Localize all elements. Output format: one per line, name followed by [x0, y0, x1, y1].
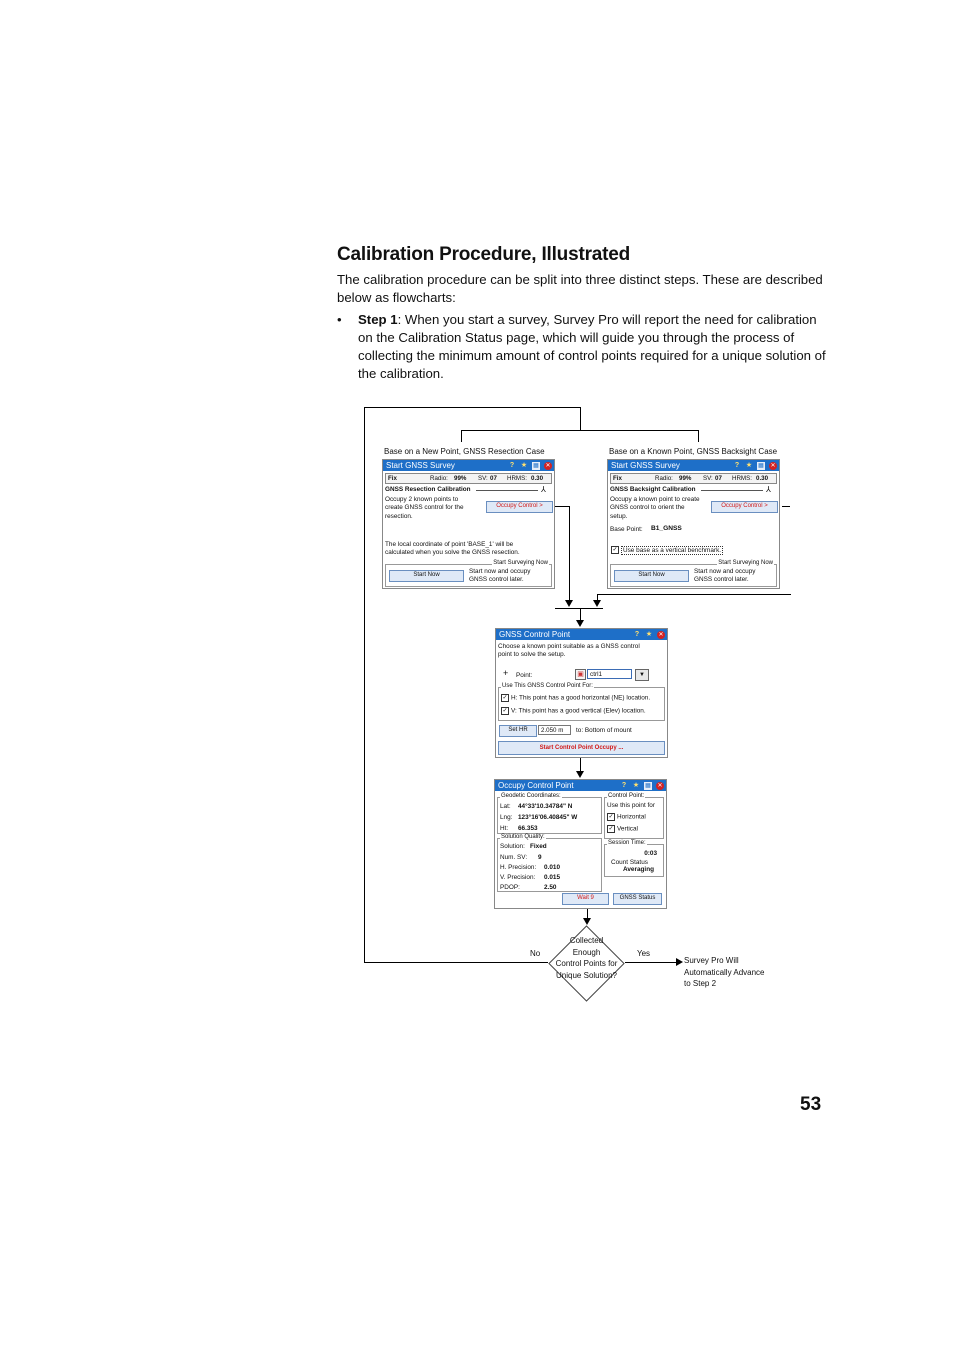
map-icon[interactable]: ▦	[758, 462, 764, 469]
desc-line: GNSS control to orient the	[610, 504, 685, 512]
sv-label: SV:	[478, 475, 488, 482]
occupy-control-button[interactable]: Occupy Control >	[711, 501, 778, 513]
decision-text	[548, 935, 625, 981]
group-label: Start Surveying Now	[718, 560, 773, 566]
check-icon: ✓	[612, 547, 618, 553]
title-bar	[495, 780, 666, 791]
desc-line: Occupy 2 known points to	[385, 496, 459, 503]
cp-horizontal-label: Horizontal	[617, 813, 646, 821]
count-status-label: Count Status	[611, 859, 648, 866]
vprec-label: V. Precision:	[500, 874, 536, 881]
start-desc-line: Start now and occupy	[694, 568, 756, 575]
horizontal-checkbox[interactable]	[501, 694, 650, 702]
cp-horizontal-checkbox[interactable]	[607, 813, 646, 821]
close-icon[interactable]: ✕	[658, 631, 664, 638]
hr-to-label: to: Bottom of mount	[576, 727, 632, 734]
no-label: No	[530, 949, 541, 958]
pdop-label: PDOP:	[500, 884, 520, 891]
outcome-line-2: Automatically Advance	[684, 967, 765, 977]
bullet-text	[358, 311, 826, 383]
right-tick	[782, 506, 790, 507]
add-icon[interactable]: +	[503, 668, 509, 678]
window-title: Occupy Control Point	[498, 781, 574, 790]
window-title: GNSS Control Point	[499, 630, 571, 639]
status-row	[610, 473, 777, 484]
survey-icon: ⅄	[541, 485, 546, 494]
base-point-value: B1_GNSS	[651, 525, 682, 532]
use-control-group	[498, 683, 665, 721]
star-icon[interactable]: ★	[745, 461, 753, 469]
hrms-label: HRMS:	[507, 475, 527, 482]
status-row	[385, 473, 552, 484]
bullet-body: : When you start a survey, Survey Pro will report the need for calibration on the Calibration Status page, which will guide you through the process of collecting the minimum amount of control points required for a unique solution of the calibration.	[358, 312, 826, 381]
outcome-line-1: Survey Pro Will	[684, 956, 739, 965]
start-desc	[694, 568, 755, 584]
close-icon[interactable]: ✕	[545, 462, 551, 469]
hrms-value: 0.30	[756, 475, 769, 482]
close-icon[interactable]: ✕	[770, 462, 776, 469]
loop-line-left	[364, 407, 365, 963]
note-text	[385, 541, 520, 558]
join-arrow	[576, 620, 584, 627]
desc-line: Occupy a known point to create	[610, 496, 700, 503]
group-label: Use This GNSS Control Point For:	[502, 683, 593, 689]
ht-label: Ht:	[500, 825, 509, 832]
right-in-h	[597, 594, 791, 595]
note-line: The local coordinate of point 'BASE_1' will be	[385, 541, 514, 548]
help-icon[interactable]: ?	[634, 630, 640, 638]
lng-label: Lng:	[500, 814, 513, 821]
window-title: Start GNSS Survey	[611, 461, 680, 470]
numsv-value: 9	[538, 854, 542, 861]
control-to-occupy	[580, 758, 581, 772]
point-label: Point:	[516, 672, 533, 679]
control-desc	[498, 643, 640, 660]
radio-label: Radio:	[430, 475, 448, 482]
lat-value: 44°33'10.34784" N	[518, 803, 573, 810]
left-caption: Base on a New Point, GNSS Resection Case	[384, 447, 545, 456]
pdop-value: 2.50	[544, 884, 557, 891]
screen-occupy-control-point	[494, 779, 667, 909]
group-label: Session Time:	[608, 840, 646, 846]
section-heading: Calibration Procedure, Illustrated	[337, 244, 631, 265]
yes-label: Yes	[637, 949, 651, 958]
join-line	[555, 608, 603, 609]
radio-value: 99%	[454, 475, 467, 482]
cp-vertical-label: Vertical	[617, 825, 638, 833]
desc-line: Choose a known point suitable as a GNSS control	[498, 643, 640, 650]
close-icon[interactable]: ✕	[657, 782, 663, 789]
session-value: 0:03	[644, 850, 657, 857]
group-label: Start Surveying Now	[493, 560, 548, 566]
yes-line	[625, 962, 677, 963]
fix-status: Fix	[388, 475, 397, 482]
check-icon: ✓	[502, 695, 508, 701]
vertical-label: V: This point has a good vertical (Elev) location.	[511, 707, 646, 715]
hprec-label: H. Precision:	[500, 864, 537, 871]
vprec-value: 0.015	[544, 874, 560, 881]
start-now-button[interactable]: Start Now	[614, 570, 689, 582]
intro-paragraph: The calibration procedure can be split into three distinct steps. These are described below as flowcharts:	[337, 272, 823, 305]
group-label: Solution Quality:	[501, 834, 545, 840]
set-hr-button[interactable]: Set HR	[499, 725, 537, 737]
left-out-h	[555, 506, 570, 507]
geodetic-group	[497, 793, 602, 834]
start-surveying-group	[385, 560, 552, 587]
cp-vertical-checkbox[interactable]	[607, 825, 638, 833]
gnss-status-button[interactable]: GNSS Status	[613, 893, 662, 905]
count-status-value: Averaging	[623, 866, 655, 873]
branch-right-down	[698, 430, 699, 442]
star-icon[interactable]: ★	[645, 630, 653, 638]
left-out-v	[569, 506, 570, 601]
section-desc	[610, 496, 700, 521]
ht-value: 66.353	[518, 825, 538, 832]
check-icon: ✓	[502, 708, 508, 714]
section-desc	[385, 496, 464, 521]
help-icon[interactable]: ?	[734, 461, 740, 469]
hrms-value: 0.30	[531, 475, 544, 482]
vertical-benchmark-checkbox[interactable]	[611, 546, 723, 554]
map-pick-icon[interactable]: ▣	[575, 669, 586, 680]
hr-input[interactable]: 2.050 m	[538, 725, 571, 735]
group-label: Control Point:	[608, 793, 645, 799]
map-icon[interactable]: ▦	[645, 782, 651, 789]
decision-line-3: Control Points for	[555, 959, 618, 969]
sv-value: 07	[490, 475, 497, 482]
desc-line: setup.	[610, 512, 628, 520]
star-icon[interactable]: ★	[632, 781, 640, 789]
occupy-control-button[interactable]: Occupy Control >	[486, 501, 553, 513]
start-desc-line: GNSS control later.	[694, 576, 749, 583]
help-icon[interactable]: ?	[509, 461, 515, 469]
solution-value: Fixed	[530, 843, 547, 850]
solution-label: Solution:	[500, 843, 525, 850]
desc-line: point to solve the setup.	[498, 651, 566, 659]
bullet-label: Step 1	[358, 312, 398, 327]
fix-status: Fix	[613, 475, 622, 482]
start-occupy-button[interactable]: Start Control Point Occupy ...	[498, 741, 665, 755]
control-to-occupy-arrow	[576, 771, 584, 778]
section-title: GNSS Backsight Calibration	[610, 486, 696, 493]
desc-line: resection.	[385, 512, 413, 520]
right-caption: Base on a Known Point, GNSS Backsight Case	[609, 447, 778, 456]
decision-line-2: Enough	[572, 947, 601, 957]
start-desc-line: GNSS control later.	[469, 576, 524, 583]
star-icon[interactable]: ★	[520, 461, 528, 469]
branch-left-down	[461, 430, 462, 442]
loop-line-top-down	[580, 407, 581, 431]
hprec-value: 0.010	[544, 864, 560, 871]
help-icon[interactable]: ?	[621, 781, 627, 789]
decision-line-4: Unique Solution?	[556, 970, 617, 980]
numsv-label: Num. SV:	[500, 854, 528, 861]
sv-value: 07	[715, 475, 722, 482]
radio-label: Radio:	[655, 475, 673, 482]
sv-label: SV:	[703, 475, 713, 482]
control-point-group	[604, 793, 664, 839]
horizontal-label: H: This point has a good horizontal (NE) location.	[511, 694, 651, 702]
check-icon: ✓	[608, 826, 614, 832]
loop-line-top	[364, 407, 581, 408]
wait-button[interactable]: Wait 9	[562, 893, 609, 905]
branch-line	[461, 430, 699, 431]
section-rule	[476, 490, 538, 491]
check-icon: ✓	[608, 814, 614, 820]
base-point-label: Base Point:	[610, 526, 643, 533]
screen-backsight	[607, 459, 780, 589]
no-line	[364, 962, 548, 963]
page-number: 53	[800, 1094, 822, 1115]
title-bar	[608, 460, 779, 471]
section-title: GNSS Resection Calibration	[385, 486, 471, 493]
title-bar	[496, 629, 667, 640]
section-rule	[701, 490, 763, 491]
cp-use-label: Use this point for	[607, 802, 655, 809]
point-input[interactable]: ctrl1	[587, 669, 632, 679]
left-out-arrow	[565, 600, 573, 607]
lng-value: 123°16'06.40845" W	[518, 814, 578, 821]
note-line: calculated when you solve the GNSS resection.	[385, 549, 520, 557]
start-now-button[interactable]: Start Now	[389, 570, 464, 582]
vertical-benchmark-label: Use base as a vertical benchmark.	[623, 546, 722, 554]
lat-label: Lat:	[500, 803, 511, 810]
solution-quality-group	[497, 834, 602, 892]
hrms-label: HRMS:	[732, 475, 752, 482]
bullet-dot: •	[337, 312, 342, 327]
start-surveying-group	[610, 560, 777, 587]
occupy-to-decision-arrow	[583, 918, 591, 925]
point-dropdown-arrow[interactable]: ▼	[635, 669, 649, 681]
survey-icon: ⅄	[766, 485, 771, 494]
title-bar	[383, 460, 554, 471]
right-in-arrow	[593, 600, 601, 607]
screen-gnss-control-point	[495, 628, 668, 758]
yes-arrow	[676, 958, 683, 966]
screen-resection	[382, 459, 555, 589]
session-time-group	[604, 840, 664, 877]
start-desc	[469, 568, 530, 584]
outcome-text	[684, 955, 765, 990]
start-desc-line: Start now and occupy	[469, 568, 531, 575]
decision-line-1: Collected	[569, 936, 604, 945]
desc-line: create GNSS control for the	[385, 504, 464, 512]
outcome-line-3: to Step 2	[684, 979, 717, 989]
window-title: Start GNSS Survey	[386, 461, 455, 470]
group-label: Geodetic Coordinates:	[501, 793, 561, 799]
map-icon[interactable]: ▦	[533, 462, 539, 469]
radio-value: 99%	[679, 475, 692, 482]
vertical-checkbox[interactable]	[501, 707, 646, 715]
